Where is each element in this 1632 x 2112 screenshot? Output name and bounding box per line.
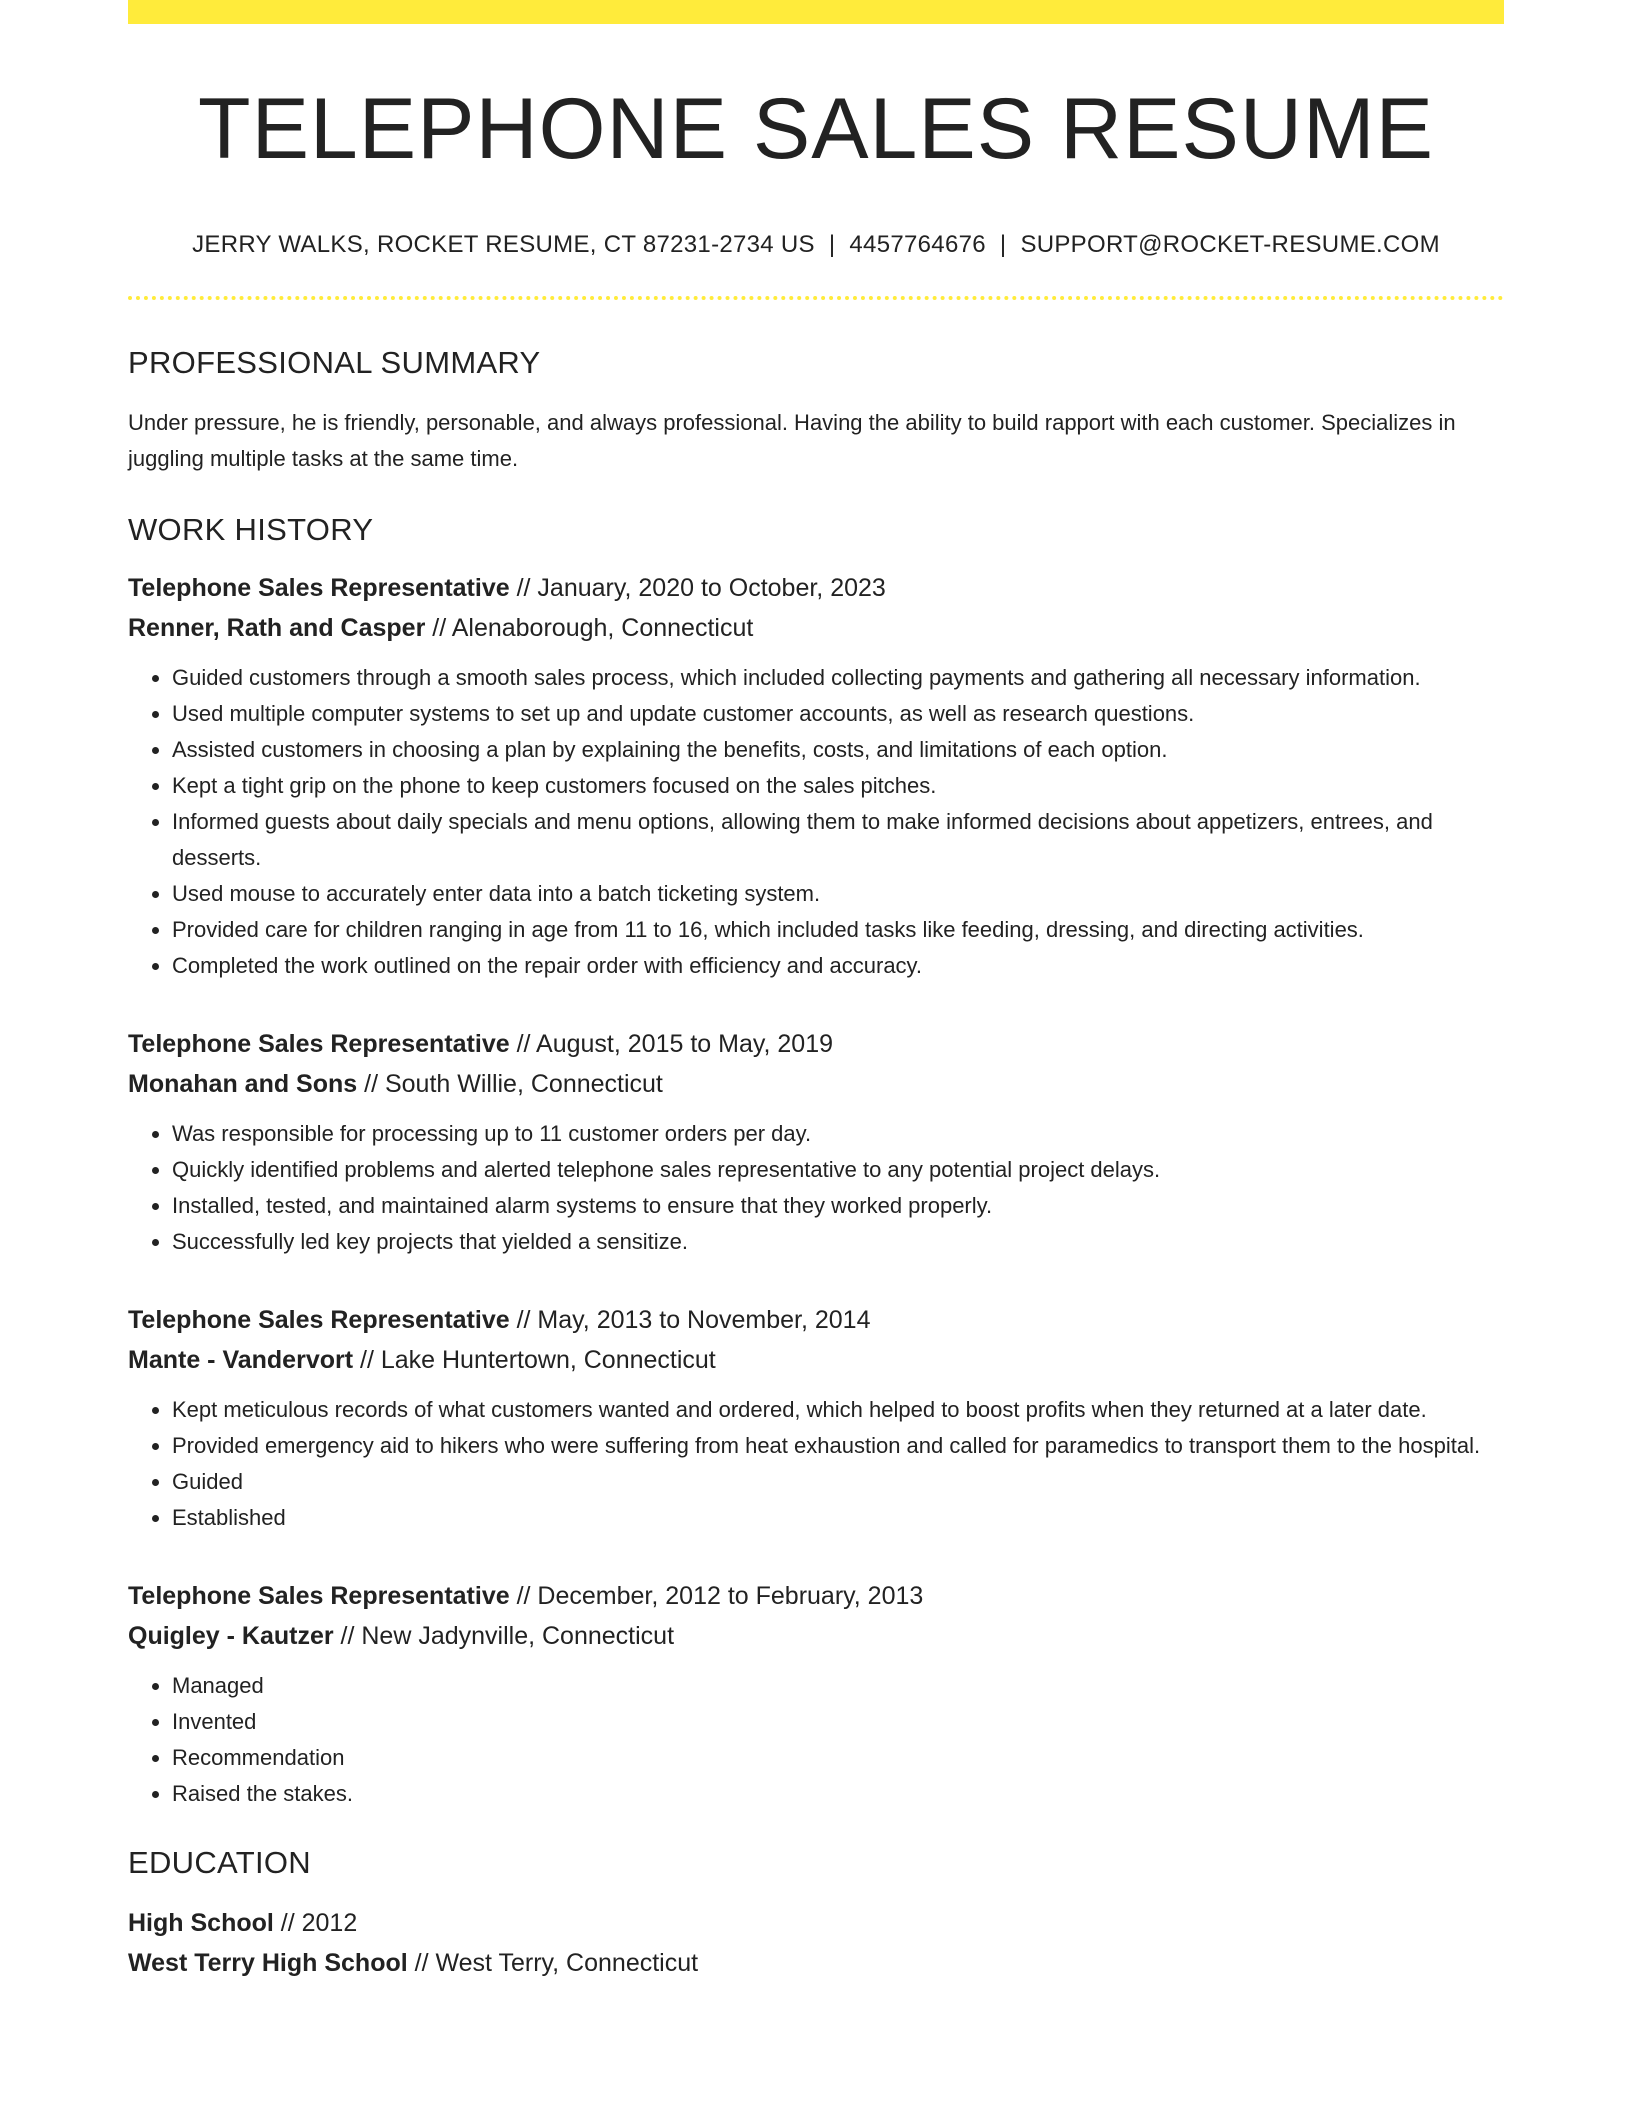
job-bullet: • Completed the work outlined on the repair order with efficiency and accuracy. [172,948,1504,984]
job-bullet: • Provided emergency aid to hikers who were suffering from heat exhaustion and called for paramedics to transport them to the hospital. [172,1428,1504,1464]
job-dates: // May, 2013 to November, 2014 [509,1306,871,1335]
education-degree-line [128,1903,1504,1943]
job-company-line [128,608,1504,648]
job-dates: // August, 2015 to May, 2019 [509,1030,834,1059]
job-company-line [128,1340,1504,1380]
job-company: Renner, Rath and Casper [128,614,426,643]
summary-text: Under pressure, he is friendly, personable, and always professional. Having the ability to build rapport with each customer. Specializes in juggling multiple tasks at the same time. [128,409,1456,471]
job-role: Telephone Sales Representative [128,1306,510,1335]
job-bullet: • Recommendation [172,1740,1504,1776]
contact-separator: | [999,230,1007,258]
job-bullets [128,1116,1504,1260]
job-company: Monahan and Sons [128,1070,358,1099]
job-bullet: • Established [172,1500,1504,1536]
job-bullet: • Kept a tight grip on the phone to keep customers focused on the sales pitches. [172,768,1504,804]
job-location: // South Willie, Connecticut [357,1070,663,1099]
job-bullet: • Installed, tested, and maintained alarm systems to ensure that they worked properly. [172,1188,1504,1224]
contact-line [128,229,1504,260]
job-bullet: • Invented [172,1704,1504,1740]
education-school-line [128,1943,1504,1983]
job-bullet: • Used multiple computer systems to set up and update customer accounts, as well as research questions. [172,696,1504,732]
education-entry [128,1903,1504,1983]
job-role: Telephone Sales Representative [128,1030,510,1059]
contact-address: JERRY WALKS, ROCKET RESUME, CT 87231-2734 US [192,230,815,258]
job-bullet: • Informed guests about daily specials and menu options, allowing them to make informed decisions about appetizers, entrees, and desserts. [172,804,1504,876]
job-bullet: • Managed [172,1668,1504,1704]
accent-bar [128,0,1504,24]
job-bullet: • Used mouse to accurately enter data into a batch ticketing system. [172,876,1504,912]
job-bullets [128,660,1504,984]
education-year: // 2012 [273,1909,358,1938]
job-bullet: • Raised the stakes. [172,1776,1504,1812]
job-location: // Lake Huntertown, Connecticut [353,1346,716,1375]
education-degree: High School [128,1909,274,1938]
job-bullet: • Was responsible for processing up to 11 customer orders per day. [172,1116,1504,1152]
job-bullet: • Successfully led key projects that yielded a sensitize. [172,1224,1504,1260]
job-bullet: • Kept meticulous records of what customers wanted and ordered, which helped to boost profits when they returned at a later date. [172,1392,1504,1428]
job-bullet: • Provided care for children ranging in age from 11 to 16, which included tasks like feeding, dressing, and directing activities. [172,912,1504,948]
job-role: Telephone Sales Representative [128,574,510,603]
job-bullets [128,1392,1504,1536]
section-title-work-history: WORK HISTORY [128,511,374,547]
job-bullet: • Guided customers through a smooth sales process, which included collecting payments and gathering all necessary information. [172,660,1504,696]
job-entry [128,1024,1504,1260]
contact-separator: | [828,230,836,258]
job-bullet: • Assisted customers in choosing a plan by explaining the benefits, costs, and limitations of each option. [172,732,1504,768]
contact-email: SUPPORT@ROCKET-RESUME.COM [1020,230,1440,258]
resume-page [128,0,1504,1983]
job-bullet: • Quickly identified problems and alerted telephone sales representative to any potential project delays. [172,1152,1504,1188]
page-title: TELEPHONE SALES RESUME [198,81,1434,177]
job-company-line [128,1616,1504,1656]
section-title-education: EDUCATION [128,1845,311,1881]
education-school: West Terry High School [128,1949,408,1978]
job-bullets [128,1668,1504,1812]
section-title-summary: PROFESSIONAL SUMMARY [128,344,541,380]
job-bullet: • Guided [172,1464,1504,1500]
job-company: Quigley - Kautzer [128,1622,334,1651]
dotted-divider [128,296,1504,300]
job-role-line [128,1300,1504,1340]
job-role-line [128,1576,1504,1616]
education-location: // West Terry, Connecticut [407,1949,699,1978]
job-dates: // December, 2012 to February, 2013 [509,1582,924,1611]
job-entry [128,1576,1504,1812]
job-company: Mante - Vandervort [128,1346,354,1375]
job-location: // New Jadynville, Connecticut [333,1622,675,1651]
job-role: Telephone Sales Representative [128,1582,510,1611]
job-dates: // January, 2020 to October, 2023 [509,574,886,603]
job-company-line [128,1064,1504,1104]
contact-phone: 4457764676 [849,230,986,258]
job-entry [128,1300,1504,1536]
job-location: // Alenaborough, Connecticut [425,614,754,643]
job-role-line [128,1024,1504,1064]
job-role-line [128,568,1504,608]
job-entry [128,568,1504,984]
